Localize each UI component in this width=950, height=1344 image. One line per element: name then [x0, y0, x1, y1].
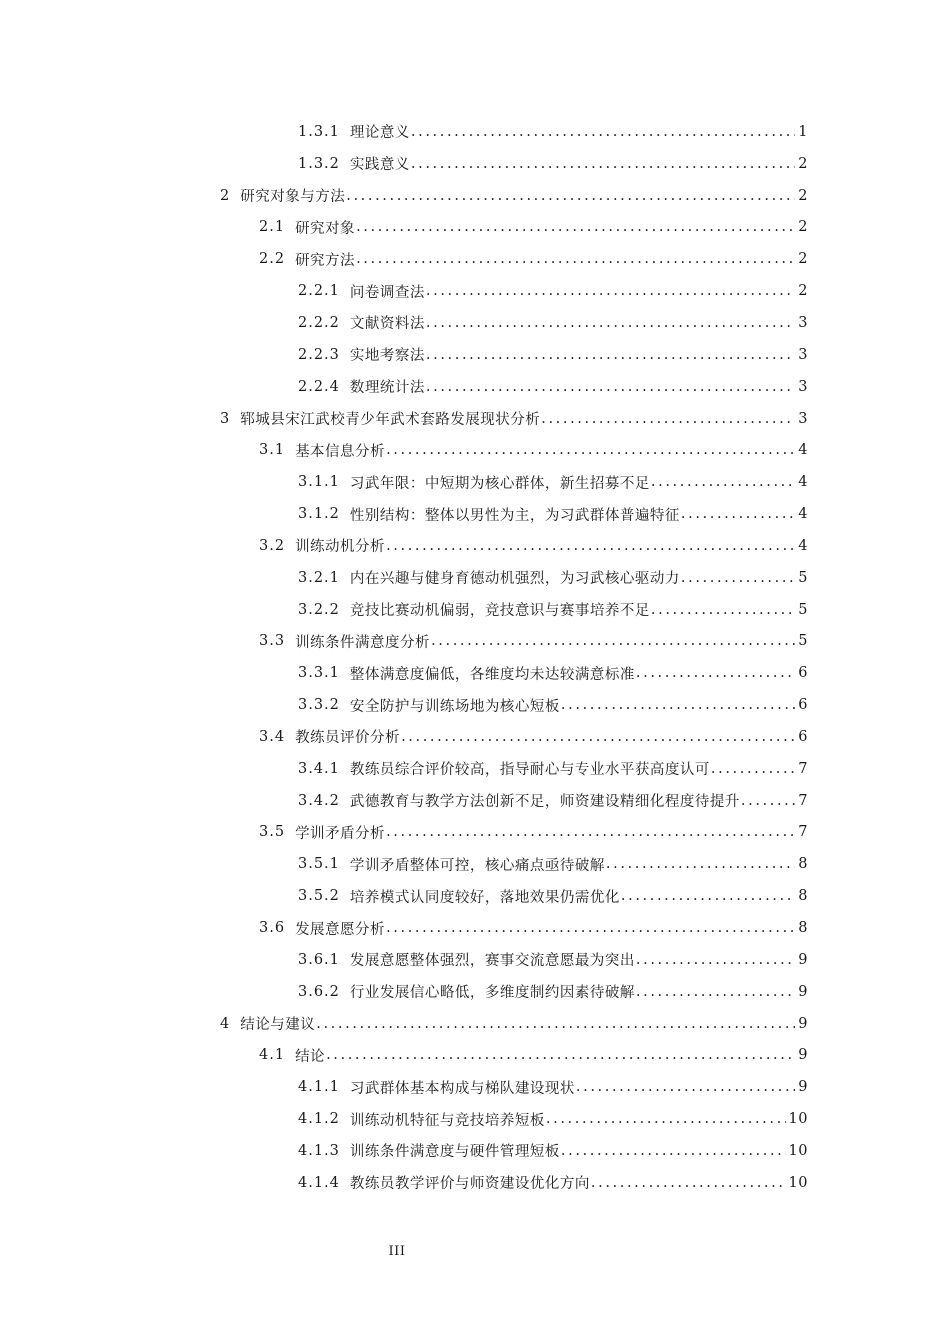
toc-dot-leader	[591, 1175, 786, 1191]
toc-dot-leader	[401, 729, 795, 745]
toc-entry-page: 8	[798, 920, 808, 937]
toc-entry[interactable]	[0, 1135, 808, 1167]
toc-entry-number: 3.5.1	[298, 856, 340, 873]
toc-dot-leader	[346, 188, 795, 204]
toc-entry[interactable]	[0, 880, 808, 912]
toc-dot-leader	[426, 283, 795, 299]
toc-dot-leader	[561, 1143, 786, 1159]
toc-entry-number: 2.2.2	[298, 314, 340, 331]
toc-entry-title: 问卷调查法	[349, 284, 425, 301]
toc-entry-page: 8	[798, 856, 808, 873]
toc-entry-page: 4	[798, 442, 808, 459]
toc-entry-number: 3.5	[259, 824, 286, 841]
toc-entry-number: 3.2.1	[298, 569, 340, 586]
page-number: III	[388, 1244, 406, 1259]
toc-entry-title: 数理统计法	[349, 380, 425, 397]
toc-dot-leader	[426, 379, 795, 395]
toc-entry-title: 研究对象	[295, 220, 356, 237]
toc-dot-leader	[386, 538, 795, 554]
toc-entry-number: 3.1.1	[298, 474, 340, 491]
toc-entry-page: 9	[798, 1079, 808, 1096]
toc-entry[interactable]	[0, 689, 808, 721]
toc-entry[interactable]	[0, 530, 808, 562]
toc-entry-page: 2	[798, 219, 808, 236]
toc-dot-leader	[651, 474, 795, 490]
toc-entry[interactable]	[0, 657, 808, 689]
toc-entry[interactable]	[0, 1103, 808, 1135]
toc-dot-leader	[411, 156, 795, 172]
toc-entry-title: 实地考察法	[349, 348, 425, 365]
toc-entry-title: 郓城县宋江武校青少年武术套路发展现状分析	[240, 412, 541, 429]
toc-entry-page: 9	[798, 983, 808, 1000]
toc-entry-number: 3.2.2	[298, 601, 340, 618]
toc-entry-title: 训练动机分析	[295, 539, 386, 556]
toc-entry-number: 3.3	[259, 633, 286, 650]
toc-entry-page: 10	[788, 1174, 808, 1191]
toc-entry-title: 武德教育与教学方法创新不足，师资建设精细化程度待提升	[349, 794, 740, 811]
toc-dot-leader	[636, 952, 795, 968]
toc-entry-page: 3	[798, 346, 808, 363]
toc-entry-page: 7	[798, 792, 808, 809]
toc-dot-leader	[681, 506, 795, 522]
toc-entry-title: 基本信息分析	[295, 443, 386, 460]
toc-entry-title: 内在兴趣与健身育德动机强烈，为习武核心驱动力	[349, 571, 680, 588]
toc-entry-title: 训练条件满意度与硬件管理短板	[349, 1144, 560, 1161]
toc-dot-leader	[681, 570, 795, 586]
toc-entry-page: 2	[798, 251, 808, 268]
toc-entry-title: 发展意愿整体强烈，赛事交流意愿最为突出	[349, 953, 635, 970]
toc-dot-leader	[606, 856, 795, 872]
toc-entry-page: 4	[798, 474, 808, 491]
toc-dot-leader	[561, 697, 795, 713]
toc-entry-number: 3.6.2	[298, 983, 340, 1000]
toc-dot-leader	[316, 1016, 795, 1032]
toc-dot-leader	[541, 411, 795, 427]
toc-dot-leader	[636, 665, 795, 681]
toc-dot-leader	[431, 633, 795, 649]
toc-entry-title: 训练动机特征与竞技培养短板	[349, 1112, 545, 1129]
toc-entry-number: 3.4.2	[298, 792, 340, 809]
toc-dot-leader	[356, 219, 795, 235]
toc-entry[interactable]	[0, 339, 808, 371]
toc-entry[interactable]	[0, 275, 808, 307]
toc-dot-leader	[411, 124, 795, 140]
toc-entry-title: 研究对象与方法	[240, 189, 346, 206]
toc-dot-leader	[426, 347, 795, 363]
toc-entry[interactable]	[0, 466, 808, 498]
toc-entry-title: 学训矛盾整体可控，核心痛点亟待破解	[349, 857, 605, 874]
toc-entry-number: 3.5.2	[298, 888, 340, 905]
toc-entry-page: 6	[798, 665, 808, 682]
toc-entry-number: 2.1	[259, 219, 286, 236]
toc-dot-leader	[576, 1079, 795, 1095]
toc-entry-page: 6	[798, 728, 808, 745]
toc-entry[interactable]	[0, 817, 808, 849]
toc-dot-leader	[636, 984, 795, 1000]
toc-entry[interactable]	[0, 180, 808, 212]
toc-dot-leader	[741, 793, 795, 809]
toc-entry[interactable]	[0, 1167, 808, 1199]
toc-dot-leader	[426, 315, 795, 331]
toc-entry-page: 5	[798, 569, 808, 586]
toc-entry-title: 教练员综合评价较高，指导耐心与专业水平获高度认可	[349, 762, 710, 779]
toc-entry-title: 理论意义	[349, 125, 410, 142]
toc-entry-title: 整体满意度偏低，各维度均未达较满意标准	[349, 666, 635, 683]
toc-entry[interactable]	[0, 498, 808, 530]
toc-entry-title: 训练条件满意度分析	[295, 634, 431, 651]
toc-entry-number: 2.2.1	[298, 283, 340, 300]
toc-entry-number: 3.6	[259, 920, 286, 937]
toc-entry-page: 5	[798, 601, 808, 618]
toc-entry-title: 教练员教学评价与师资建设优化方向	[349, 1176, 590, 1193]
toc-dot-leader	[651, 602, 795, 618]
toc-entry-title: 实践意义	[349, 157, 410, 174]
toc-entry-page: 7	[798, 824, 808, 841]
toc-entry[interactable]	[0, 243, 808, 275]
page-footer	[0, 1244, 950, 1259]
toc-entry[interactable]	[0, 403, 808, 435]
toc-entry-number: 1.3.2	[298, 155, 340, 172]
toc-entry-page: 3	[798, 410, 808, 427]
toc-entry-page: 10	[788, 1111, 808, 1128]
toc-entry-number: 3.1	[259, 442, 286, 459]
toc-dot-leader	[711, 761, 795, 777]
toc-entry[interactable]	[0, 753, 808, 785]
toc-dot-leader	[621, 888, 795, 904]
toc-entry[interactable]	[0, 1071, 808, 1103]
toc-entry-title: 安全防护与训练场地为核心短板	[349, 698, 560, 715]
toc-entry-page: 4	[798, 506, 808, 523]
toc-entry-title: 教练员评价分析	[295, 730, 401, 747]
toc-entry-number: 2.2.3	[298, 346, 340, 363]
toc-entry-title: 习武群体基本构成与梯队建设现状	[349, 1080, 575, 1097]
toc-dot-leader	[326, 1047, 795, 1063]
toc-entry-title: 结论	[295, 1048, 326, 1065]
toc-entry[interactable]	[0, 785, 808, 817]
toc-entry-number: 4.1.2	[298, 1111, 340, 1128]
toc-entry[interactable]	[0, 626, 808, 658]
toc-entry-title: 竞技比赛动机偏弱，竞技意识与赛事培养不足	[349, 603, 650, 620]
toc-entry[interactable]	[0, 976, 808, 1008]
toc-entry[interactable]	[0, 148, 808, 180]
toc-entry-number: 4.1	[259, 1047, 286, 1064]
toc-entry-page: 8	[798, 888, 808, 905]
toc-entry-number: 3.3.1	[298, 665, 340, 682]
toc-entry-number: 3.6.1	[298, 951, 340, 968]
toc-entry[interactable]	[0, 912, 808, 944]
toc-entry-title: 发展意愿分析	[295, 921, 386, 938]
toc-entry[interactable]	[0, 371, 808, 403]
toc-dot-leader	[356, 251, 795, 267]
toc-entry-number: 4.1.1	[298, 1079, 340, 1096]
toc-entry[interactable]	[0, 594, 808, 626]
toc-entry-page: 10	[788, 1142, 808, 1159]
toc-entry-page: 4	[798, 537, 808, 554]
toc-entry-page: 7	[798, 760, 808, 777]
toc-entry-page: 6	[798, 697, 808, 714]
toc-entry-title: 行业发展信心略低，多维度制约因素待破解	[349, 985, 635, 1002]
toc-entry-page: 9	[798, 1047, 808, 1064]
toc-entry-page: 3	[798, 378, 808, 395]
toc-entry-title: 学训矛盾分析	[295, 825, 386, 842]
toc-entry[interactable]	[0, 307, 808, 339]
toc-dot-leader	[386, 824, 795, 840]
toc-entry-number: 4.1.4	[298, 1174, 340, 1191]
toc-entry-page: 3	[798, 314, 808, 331]
toc-entry[interactable]	[0, 562, 808, 594]
toc-entry-title: 结论与建议	[240, 1017, 316, 1034]
toc-entry-number: 3.3.2	[298, 697, 340, 714]
toc-entry-number: 4.1.3	[298, 1142, 340, 1159]
toc-entry-page: 2	[798, 155, 808, 172]
toc-entry-number: 2.2	[259, 251, 286, 268]
toc-entry-title: 文献资料法	[349, 316, 425, 333]
toc-entry-page: 2	[798, 283, 808, 300]
toc-entry-number: 3.4	[259, 728, 286, 745]
toc-entry-number: 1.3.1	[298, 123, 340, 140]
toc-entry-number: 3.4.1	[298, 760, 340, 777]
toc-dot-leader	[386, 442, 795, 458]
toc-entry-page: 1	[798, 123, 808, 140]
toc-entry-title: 研究方法	[295, 252, 356, 269]
toc-entry-title: 培养模式认同度较好，落地效果仍需优化	[349, 889, 620, 906]
toc-entry[interactable]	[0, 1008, 808, 1040]
toc-entry-title: 习武年限：中短期为核心群体，新生招募不足	[349, 475, 650, 492]
toc-entry[interactable]	[0, 1039, 808, 1071]
toc-dot-leader	[546, 1111, 786, 1127]
toc-entry-page: 9	[798, 951, 808, 968]
toc-entry[interactable]	[0, 212, 808, 244]
table-of-contents	[0, 116, 950, 1199]
toc-entry-number: 3	[220, 410, 231, 427]
toc-entry[interactable]	[0, 116, 808, 148]
toc-entry-number: 3.1.2	[298, 506, 340, 523]
toc-entry[interactable]	[0, 434, 808, 466]
toc-entry-number: 2.2.4	[298, 378, 340, 395]
toc-entry-number: 2	[220, 187, 231, 204]
toc-dot-leader	[386, 920, 795, 936]
toc-entry-number: 4	[220, 1015, 231, 1032]
toc-entry[interactable]	[0, 721, 808, 753]
toc-entry-title: 性别结构：整体以男性为主，为习武群体普遍特征	[349, 507, 680, 524]
toc-entry-number: 3.2	[259, 537, 286, 554]
toc-entry[interactable]	[0, 944, 808, 976]
toc-entry-page: 5	[798, 633, 808, 650]
toc-entry[interactable]	[0, 848, 808, 880]
toc-entry-page: 2	[798, 187, 808, 204]
toc-entry-page: 9	[798, 1015, 808, 1032]
